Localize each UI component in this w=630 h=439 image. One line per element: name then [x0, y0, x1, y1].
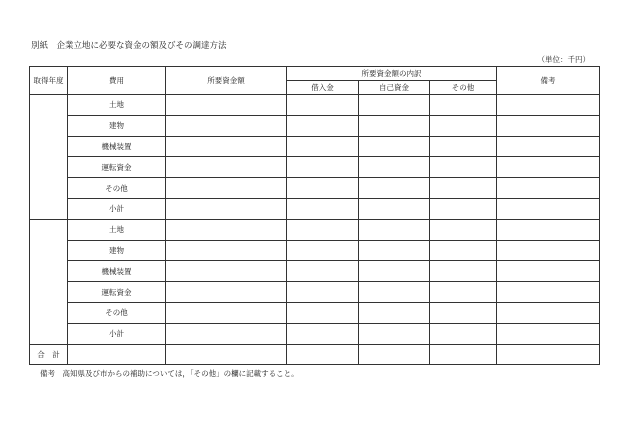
amount-cell[interactable] — [166, 282, 287, 303]
expense-label: 機械装置 — [68, 261, 166, 282]
header-other: その他 — [430, 81, 497, 95]
borrowed-cell[interactable] — [287, 115, 359, 136]
other-cell[interactable] — [430, 323, 497, 344]
year-cell[interactable] — [30, 219, 68, 344]
amount-cell[interactable] — [166, 240, 287, 261]
header-notes: 備考 — [497, 67, 600, 95]
own-funds-cell[interactable] — [359, 198, 430, 219]
total-other-cell[interactable] — [430, 344, 497, 364]
other-cell[interactable] — [430, 95, 497, 116]
funding-table — [29, 66, 600, 365]
total-label: 合 計 — [30, 344, 68, 364]
table-row — [30, 219, 600, 240]
table-body — [30, 95, 600, 365]
notes-cell[interactable] — [497, 282, 600, 303]
own-funds-cell[interactable] — [359, 282, 430, 303]
other-cell[interactable] — [430, 178, 497, 199]
table-row — [30, 261, 600, 282]
borrowed-cell[interactable] — [287, 136, 359, 157]
other-cell[interactable] — [430, 282, 497, 303]
table-row — [30, 157, 600, 178]
expense-label: 建物 — [68, 240, 166, 261]
expense-label: 運転資金 — [68, 157, 166, 178]
header-borrowed: 借入金 — [287, 81, 359, 95]
own-funds-cell[interactable] — [359, 323, 430, 344]
amount-cell[interactable] — [166, 157, 287, 178]
notes-cell[interactable] — [497, 323, 600, 344]
total-amount-cell[interactable] — [166, 344, 287, 364]
notes-cell[interactable] — [497, 157, 600, 178]
expense-label: 機械装置 — [68, 136, 166, 157]
amount-cell[interactable] — [166, 95, 287, 116]
year-cell[interactable] — [30, 95, 68, 220]
expense-label: 土地 — [68, 219, 166, 240]
header-own-funds: 自己資金 — [359, 81, 430, 95]
notes-cell[interactable] — [497, 219, 600, 240]
total-expense-cell[interactable] — [68, 344, 166, 364]
borrowed-cell[interactable] — [287, 261, 359, 282]
amount-cell[interactable] — [166, 115, 287, 136]
other-cell[interactable] — [430, 136, 497, 157]
table-row — [30, 95, 600, 116]
notes-cell[interactable] — [497, 240, 600, 261]
other-cell[interactable] — [430, 198, 497, 219]
table-row — [30, 198, 600, 219]
own-funds-cell[interactable] — [359, 261, 430, 282]
borrowed-cell[interactable] — [287, 323, 359, 344]
own-funds-cell[interactable] — [359, 219, 430, 240]
unit-label: （単位：千円） — [537, 55, 590, 64]
expense-label: その他 — [68, 302, 166, 323]
amount-cell[interactable] — [166, 136, 287, 157]
own-funds-cell[interactable] — [359, 240, 430, 261]
borrowed-cell[interactable] — [287, 240, 359, 261]
amount-cell[interactable] — [166, 302, 287, 323]
total-notes-cell[interactable] — [497, 344, 600, 364]
notes-cell[interactable] — [497, 95, 600, 116]
amount-cell[interactable] — [166, 261, 287, 282]
header-year: 取得年度 — [30, 67, 68, 95]
other-cell[interactable] — [430, 240, 497, 261]
expense-label: 建物 — [68, 115, 166, 136]
expense-label: 土地 — [68, 95, 166, 116]
own-funds-cell[interactable] — [359, 157, 430, 178]
table-row — [30, 115, 600, 136]
expense-label: 運転資金 — [68, 282, 166, 303]
borrowed-cell[interactable] — [287, 198, 359, 219]
page-title: 別紙 企業立地に必要な資金の額及びその調達方法 — [31, 41, 227, 51]
amount-cell[interactable] — [166, 198, 287, 219]
other-cell[interactable] — [430, 157, 497, 178]
table-row — [30, 323, 600, 344]
header-required-amount: 所要資金額 — [166, 67, 287, 95]
expense-label: 小計 — [68, 198, 166, 219]
notes-cell[interactable] — [497, 115, 600, 136]
own-funds-cell[interactable] — [359, 136, 430, 157]
own-funds-cell[interactable] — [359, 302, 430, 323]
total-row — [30, 344, 600, 364]
borrowed-cell[interactable] — [287, 219, 359, 240]
amount-cell[interactable] — [166, 323, 287, 344]
notes-cell[interactable] — [497, 178, 600, 199]
remark-note: 備考 高知県及び市からの補助については，「その他」の欄に記載すること。 — [40, 369, 299, 378]
own-funds-cell[interactable] — [359, 115, 430, 136]
header-expense: 費用 — [68, 67, 166, 95]
table-row — [30, 302, 600, 323]
borrowed-cell[interactable] — [287, 282, 359, 303]
borrowed-cell[interactable] — [287, 95, 359, 116]
own-funds-cell[interactable] — [359, 178, 430, 199]
other-cell[interactable] — [430, 115, 497, 136]
notes-cell[interactable] — [497, 136, 600, 157]
table-row — [30, 136, 600, 157]
other-cell[interactable] — [430, 302, 497, 323]
amount-cell[interactable] — [166, 219, 287, 240]
own-funds-cell[interactable] — [359, 95, 430, 116]
total-own-funds-cell[interactable] — [359, 344, 430, 364]
header-breakdown: 所要資金額の内訳 — [287, 67, 497, 81]
notes-cell[interactable] — [497, 198, 600, 219]
borrowed-cell[interactable] — [287, 302, 359, 323]
table-row — [30, 178, 600, 199]
expense-label: その他 — [68, 178, 166, 199]
other-cell[interactable] — [430, 261, 497, 282]
total-borrowed-cell[interactable] — [287, 344, 359, 364]
expense-label: 小計 — [68, 323, 166, 344]
table-row — [30, 282, 600, 303]
amount-cell[interactable] — [166, 178, 287, 199]
notes-cell[interactable] — [497, 302, 600, 323]
table-header-row — [30, 67, 600, 81]
other-cell[interactable] — [430, 219, 497, 240]
borrowed-cell[interactable] — [287, 178, 359, 199]
borrowed-cell[interactable] — [287, 157, 359, 178]
notes-cell[interactable] — [497, 261, 600, 282]
table-row — [30, 240, 600, 261]
